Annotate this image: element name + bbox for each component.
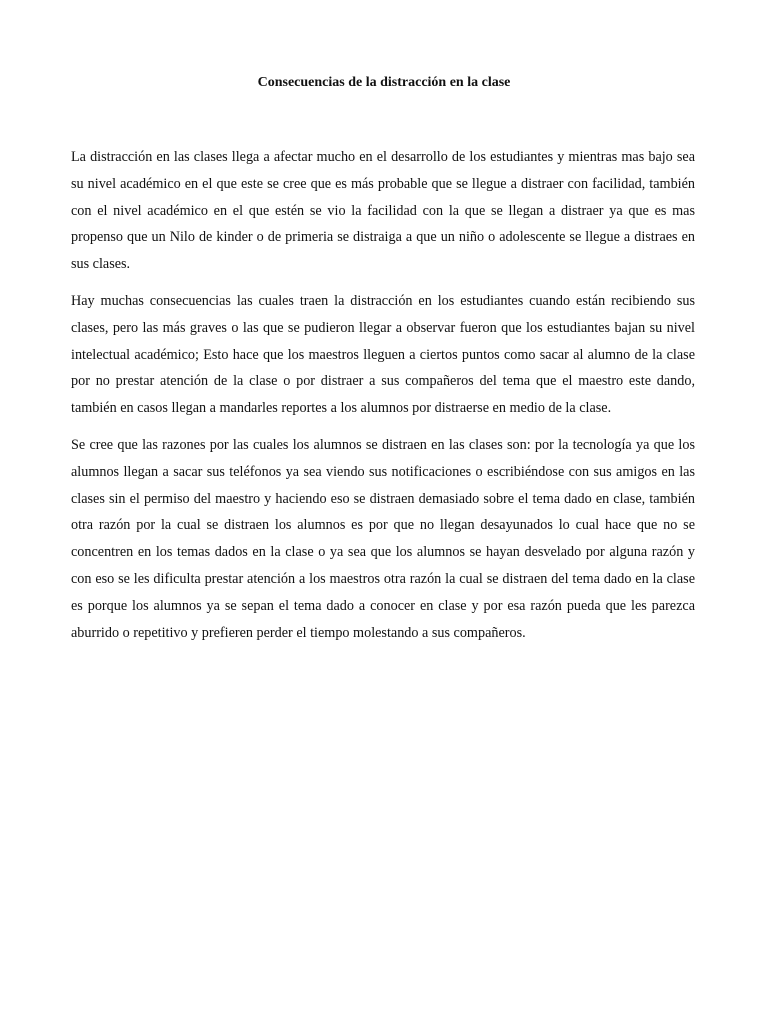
paragraph-1: La distracción en las clases llega a afectar mucho en el desarrollo de los estudiantes y mientras mas bajo sea su nivel académico en el que este se cree que es más probable que se llegue a distraer con facilidad, también con el nivel académico en el que estén se vio la facilidad con la que se llegan a distraer ya que es mas propenso que un Nilo de kinder o de primeria se distraiga a que un niño o adolescente se llegue a distraes en sus clases. <box>71 149 695 273</box>
paragraph-3: Se cree que las razones por las cuales los alumnos se distraen en las clases son: por la tecnología ya que los alumnos llegan a sacar sus teléfonos ya sea viendo sus notificaciones o escribiéndose con sus amigos en las clases sin el permiso del maestro y haciendo eso se distraen demasiado sobre el tema dado en clase, también otra razón por la cual se distraen los alumnos es por que no llegan desayunados lo cual hace que no se concentren en los temas dados en la clase o ya sea que los alumnos se hayan desvelado por alguna razón y con eso se les dificulta prestar atención a los maestros otra razón la cual se distraen del tema dado en la clase es porque los alumnos ya se sepan el tema dado a conocer en clase y por esa razón pueda que les parezca aburrido o repetitivo y prefieren perder el tiempo molestando a sus compañeros. <box>71 436 695 641</box>
document-body <box>71 144 695 656</box>
document-title: Consecuencias de la distracción en la clase <box>257 75 511 90</box>
paragraph-2: Hay muchas consecuencias las cuales traen la distracción en los estudiantes cuando están recibiendo sus clases, pero las más graves o las que se pudieron llegar a observar fueron que los estudiantes bajan su nivel intelectual académico; Esto hace que los maestros lleguen a ciertos puntos como sacar al alumno de la clase por no prestar atención de la clase o por distraer a sus compañeros del tema que el maestro este dando, también en casos llegan a mandarles reportes a los alumnos por distraerse en medio de la clase. <box>71 292 695 417</box>
